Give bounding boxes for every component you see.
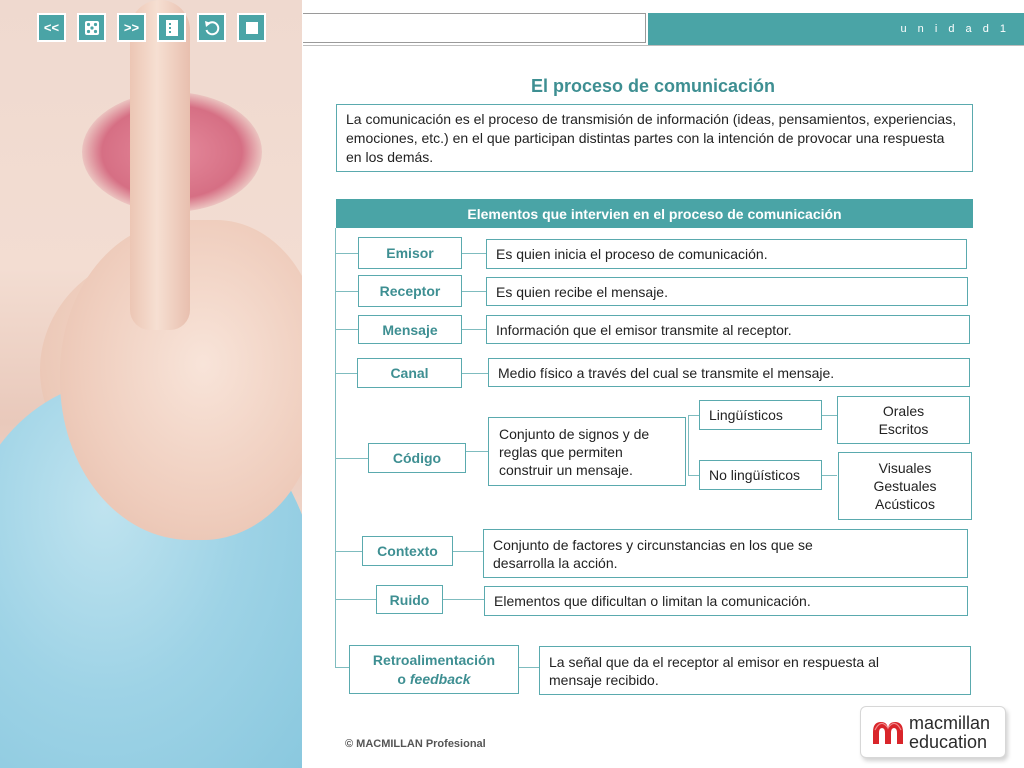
def-contexto: Conjunto de factores y circunstancias en los que se desarrolla la acción. bbox=[483, 529, 968, 578]
header-divider bbox=[303, 45, 1024, 46]
stop-button[interactable] bbox=[237, 13, 266, 42]
code-branch-top bbox=[688, 415, 699, 416]
macmillan-logo bbox=[860, 706, 1006, 758]
code-type-linguistic: Lingüísticos bbox=[699, 400, 822, 430]
connector-retro bbox=[335, 667, 349, 668]
copyright: © MACMILLAN Profesional bbox=[345, 738, 486, 750]
connector-canal bbox=[335, 373, 357, 374]
section-title: Elementos que intervien en el proceso de comunicación bbox=[336, 199, 973, 228]
term-canal: Canal bbox=[357, 358, 462, 388]
def-canal: Medio físico a través del cual se transmite el mensaje. bbox=[488, 358, 970, 387]
example-orales: Orales bbox=[882, 403, 925, 419]
code-branch-bottom bbox=[688, 475, 699, 476]
example-visuales: Visuales bbox=[878, 460, 932, 476]
connector-mensaje-def bbox=[462, 329, 486, 330]
forward-button[interactable]: >> bbox=[117, 13, 146, 42]
connector-mensaje bbox=[335, 329, 358, 330]
intro-text: La comunicación es el proceso de transmisión de información (ideas, pensamientos, experiencias, emociones, etc.) en el que participan distintas partes con la intención de provocar una respuesta en los demás. bbox=[336, 104, 973, 172]
term-ruido: Ruido bbox=[376, 585, 443, 614]
def-ruido: Elementos que dificultan o limitan la comunicación. bbox=[484, 586, 968, 616]
hero-photo bbox=[0, 0, 302, 768]
nav-toolbar bbox=[37, 13, 267, 42]
nonlinguistic-connector bbox=[822, 475, 837, 476]
back-button[interactable]: << bbox=[37, 13, 66, 42]
header-bar bbox=[648, 13, 1024, 46]
header-field bbox=[303, 13, 646, 43]
code-branch bbox=[688, 415, 689, 475]
code-type-nonlinguistic: No lingüísticos bbox=[699, 460, 822, 490]
connector-codigo-def bbox=[466, 451, 488, 452]
term-contexto: Contexto bbox=[362, 536, 453, 566]
unit-label: u n i d a d 1 bbox=[900, 23, 1010, 35]
connector-receptor-def bbox=[462, 291, 486, 292]
dice-icon bbox=[84, 20, 100, 36]
diagram-spine bbox=[335, 228, 336, 668]
index-icon bbox=[164, 19, 180, 37]
connector-emisor-def bbox=[462, 253, 486, 254]
connector-ruido bbox=[335, 599, 376, 600]
linguistic-connector bbox=[822, 415, 837, 416]
term-retro-line2: o feedback bbox=[397, 670, 471, 687]
example-escritos: Escritos bbox=[878, 421, 929, 437]
term-emisor: Emisor bbox=[358, 237, 462, 269]
index-button[interactable] bbox=[157, 13, 186, 42]
connector-contexto-def bbox=[453, 551, 483, 552]
def-mensaje: Información que el emisor transmite al receptor. bbox=[486, 315, 970, 344]
term-codigo: Código bbox=[368, 443, 466, 473]
stop-icon bbox=[245, 21, 259, 35]
linguistic-examples bbox=[837, 396, 970, 444]
term-mensaje: Mensaje bbox=[358, 315, 462, 344]
connector-emisor bbox=[335, 253, 358, 254]
example-acusticos: Acústicos bbox=[875, 496, 935, 512]
connector-ruido-def bbox=[443, 599, 484, 600]
undo-button[interactable] bbox=[197, 13, 226, 42]
example-gestuales: Gestuales bbox=[873, 478, 937, 494]
def-emisor: Es quien inicia el proceso de comunicación. bbox=[486, 239, 967, 269]
def-receptor: Es quien recibe el mensaje. bbox=[486, 277, 968, 306]
logo-text-line1: macmillan bbox=[909, 713, 991, 733]
term-retroalimentacion bbox=[349, 645, 519, 694]
undo-icon bbox=[203, 19, 221, 37]
page-title: El proceso de comunicación bbox=[530, 76, 776, 96]
connector-retro-def bbox=[519, 667, 539, 668]
macmillan-logo-icon bbox=[871, 716, 905, 748]
connector-contexto bbox=[335, 551, 362, 552]
term-receptor: Receptor bbox=[358, 275, 462, 307]
def-retroalimentacion: La señal que da el receptor al emisor en respuesta al mensaje recibido. bbox=[539, 646, 971, 695]
logo-text-line2: education bbox=[909, 732, 988, 752]
nonlinguistic-examples bbox=[838, 452, 972, 520]
connector-receptor bbox=[335, 291, 358, 292]
term-retro-line1: Retroalimentación bbox=[372, 651, 496, 668]
dice-button[interactable] bbox=[77, 13, 106, 42]
def-codigo: Conjunto de signos y de reglas que permiten construir un mensaje. bbox=[488, 417, 686, 486]
connector-canal-def bbox=[462, 373, 488, 374]
connector-codigo bbox=[335, 458, 368, 459]
